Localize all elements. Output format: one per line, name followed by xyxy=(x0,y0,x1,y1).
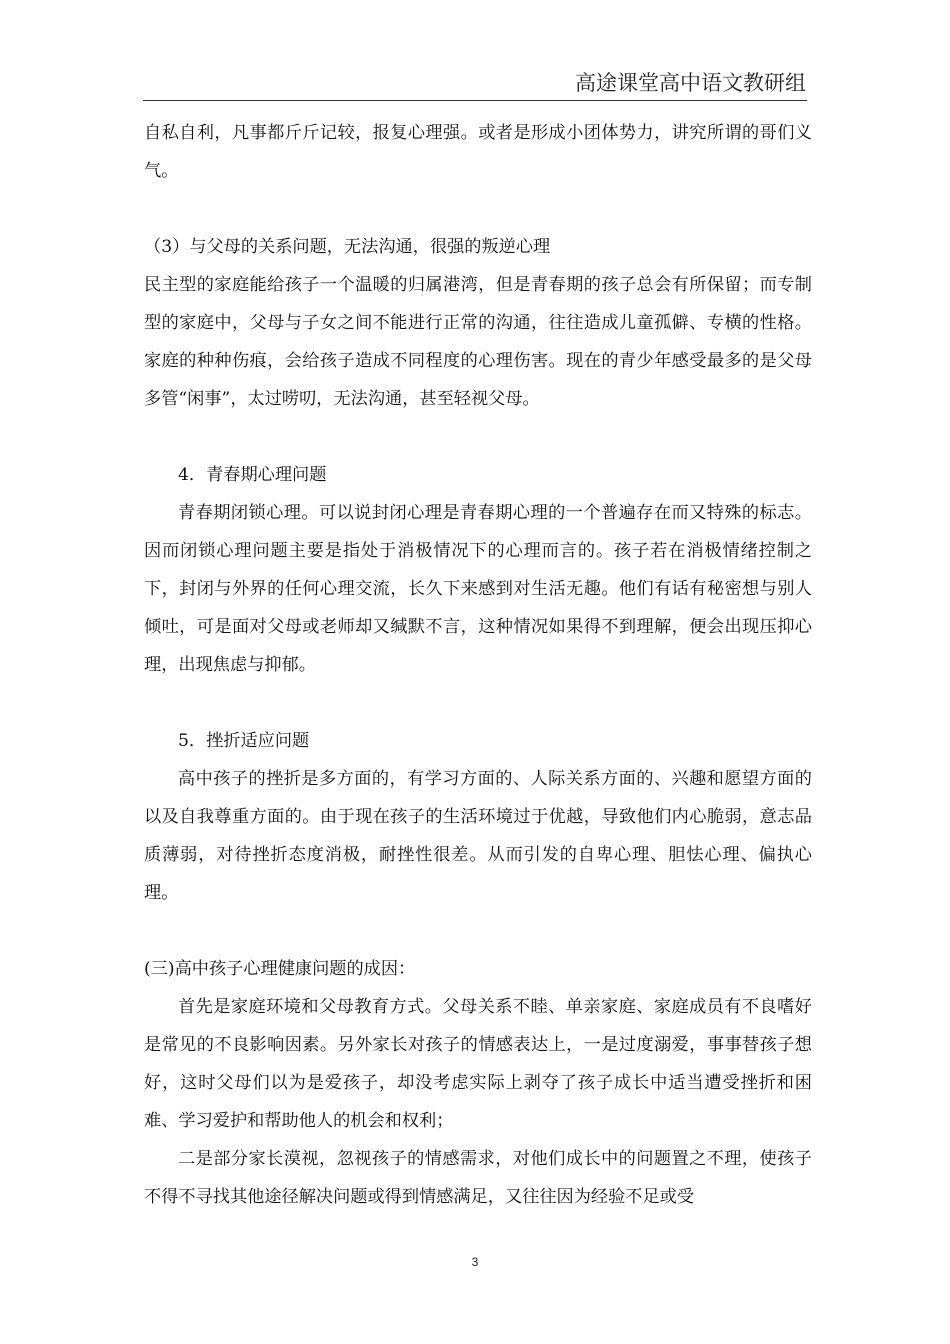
paragraph-family-relations: 民主型的家庭能给孩子一个温暖的归属港湾，但是青春期的孩子总会有所保留；而专制型的家庭中，父母与子女之间不能进行正常的沟通，往往造成儿童孤僻、专横的性格。家庭的种种伤痕，会给孩子造成不同程度的心理伤害。现在的青少年感受最多的是父母多管“闲事”，太过唠叨，无法沟通，甚至轻视父母。 xyxy=(144,275,812,409)
paragraph-gap xyxy=(144,912,812,950)
header-divider xyxy=(143,100,807,101)
paragraph-gap xyxy=(144,190,812,228)
paragraph-frustration: 高中孩子的挫折是多方面的，有学习方面的、人际关系方面的、兴趣和愿望方面的以及自我尊重方面的。由于现在孩子的生活环境过于优越，导致他们内心脆弱，意志品质薄弱，对待挫折态度消极，耐挫性很差。从而引发的自卑心理、胆怯心理、偏执心理。 xyxy=(144,769,812,903)
section-heading-5: 5．挫折适应问题 xyxy=(178,731,310,751)
paragraph-adolescent-psychology: 青春期闭锁心理。可以说封闭心理是青春期心理的一个普遍存在而又特殊的标志。因而闭锁心理问题主要是指处于消极情况下的心理而言的。孩子若在消极情绪控制之下，封闭与外界的任何心理交流，长久下来感到对生活无趣。他们有话有秘密想与别人倾吐，可是面对父母或老师却又缄默不言，这种情况如果得不到理解，便会出现压抑心理，出现焦虑与抑郁。 xyxy=(144,503,812,675)
section-heading-causes: (三)高中孩子心理健康问题的成因： xyxy=(144,959,416,979)
paragraph-parental-neglect: 二是部分家长漠视，忽视孩子的情感需求，对他们成长中的问题置之不理，使孩子不得不寻找其他途径解决问题或得到情感满足，又往往因为经验不足或受 xyxy=(144,1149,812,1207)
section-heading-3: （3）与父母的关系问题，无法沟通，很强的叛逆心理 xyxy=(144,237,551,257)
paragraph-gap xyxy=(144,418,812,456)
paragraph-gap xyxy=(144,684,812,722)
section-heading-4: 4．青春期心理问题 xyxy=(178,465,327,485)
document-body xyxy=(144,114,812,1216)
paragraph-continuation: 自私自利，凡事都斤斤记较，报复心理强。或者是形成小团体势力，讲究所谓的哥们义气。 xyxy=(144,123,812,181)
header-title: 高途课堂高中语文教研组 xyxy=(575,71,806,95)
page-number: 3 xyxy=(471,1255,479,1269)
paragraph-family-environment: 首先是家庭环境和父母教育方式。父母关系不睦、单亲家庭、家庭成员有不良嗜好是常见的不良影响因素。另外家长对孩子的情感表达上，一是过度溺爱，事事替孩子想好，这时父母们以为是爱孩子，却没考虑实际上剥夺了孩子成长中适当遭受挫折和困难、学习爱护和帮助他人的机会和权利； xyxy=(144,997,812,1131)
